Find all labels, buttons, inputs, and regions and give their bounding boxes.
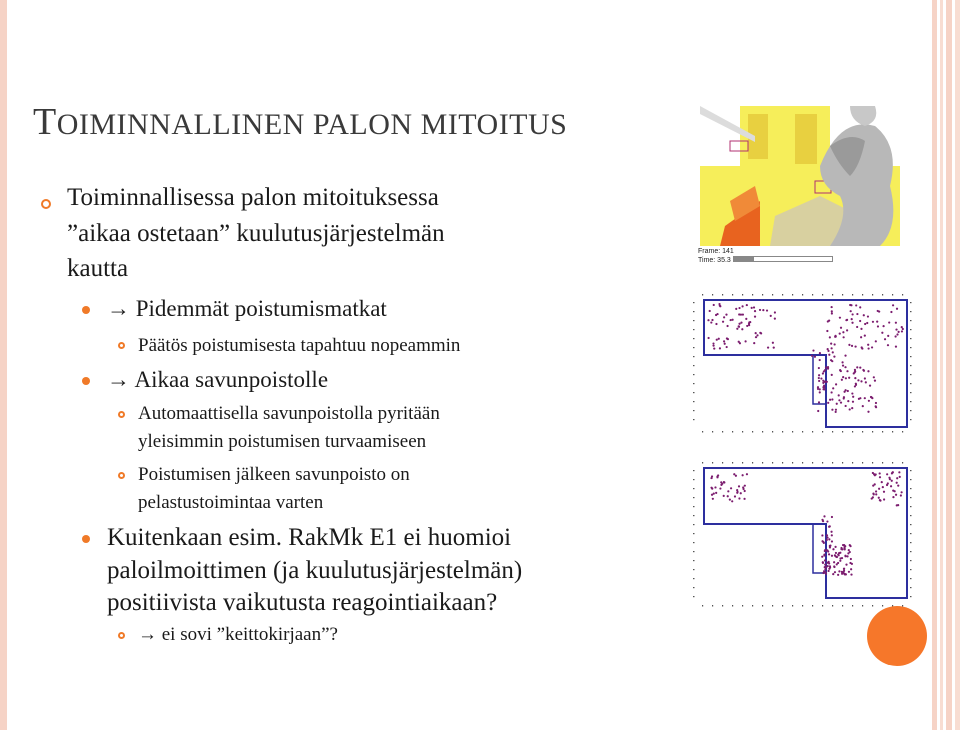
bullet-icon — [118, 411, 125, 418]
bullet-text: Poistumisen jälkeen savunpoisto on — [138, 464, 410, 485]
bullet-icon — [118, 342, 125, 349]
bullet-text: Päätös poistumisesta tapahtuu nopeammin — [138, 335, 461, 356]
simulation-progress-bar — [733, 256, 833, 262]
decorative-circle — [867, 606, 927, 666]
smoke-simulation-image — [700, 106, 900, 246]
bullet-icon — [118, 632, 125, 639]
bullet-text: yleisimmin poistumisen turvaamiseen — [138, 431, 427, 452]
bullet-text: kautta — [67, 255, 129, 282]
bullet-icon — [118, 472, 125, 479]
title-rest: OIMINNALLINEN PALON MITOITUS — [56, 108, 568, 141]
evacuation-plan-1 — [690, 292, 915, 434]
bullet-text: → Pidemmät poistumismatkat — [107, 296, 387, 321]
right-border-stripe — [932, 0, 937, 730]
left-border-stripe — [0, 0, 7, 730]
bullet-icon — [82, 306, 90, 314]
bullet-text: → Aikaa savunpoistolle — [107, 367, 329, 392]
bullet-icon — [82, 535, 90, 543]
time-label: Time: 35.3 — [698, 257, 731, 264]
right-border-stripe — [955, 0, 960, 730]
frame-label: Frame: 141 — [698, 248, 734, 255]
bullet-text: ”aikaa ostetaan” kuulutusjärjestelmän — [67, 220, 445, 247]
title-initial: T — [33, 101, 57, 143]
bullet-text: positiivista vaikutusta reagointiaikaan? — [107, 589, 498, 616]
bullet-icon — [40, 197, 50, 207]
bullet-text: paloilmoittimen (ja kuulutusjärjestelmän) — [107, 557, 523, 584]
bullet-text: Toiminnallisessa palon mitoituksessa — [67, 184, 439, 211]
bullet-icon — [82, 377, 90, 385]
right-border-stripe — [940, 0, 943, 730]
slide-title — [33, 100, 567, 144]
bullet-text: pelastustoimintaa varten — [138, 492, 324, 513]
bullet-text: Automaattisella savunpoistolla pyritään — [138, 403, 440, 424]
evacuation-plan-2 — [690, 460, 915, 608]
simulation-progress-fill — [734, 257, 754, 261]
right-border-stripe — [946, 0, 952, 730]
bullet-text: → ei sovi ”keittokirjaan”? — [138, 624, 338, 645]
bullet-text: Kuitenkaan esim. RakMk E1 ei huomioi — [107, 524, 512, 551]
